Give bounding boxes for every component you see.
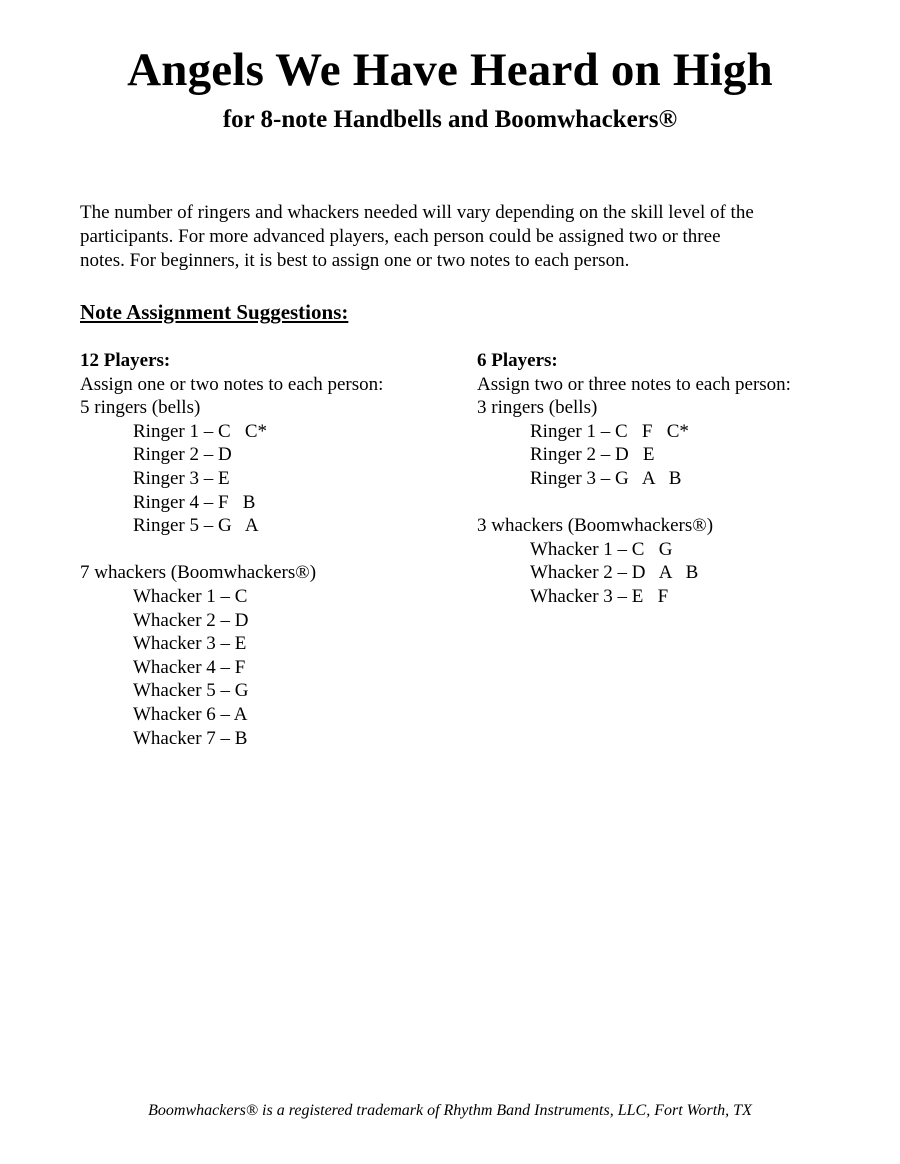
whacker-assignment: Whacker 4 – F (133, 656, 246, 678)
ringer-assignment: Ringer 2 – D E (530, 444, 655, 466)
whacker-assignment: Whacker 7 – B (133, 727, 248, 749)
page-title: Angels We Have Heard on High (127, 44, 773, 96)
whacker-assignment: Whacker 3 – E (133, 633, 247, 655)
whacker-assignment: Whacker 5 – G (133, 680, 249, 702)
trademark-footer: Boomwhackers® is a registered trademark of Rhythm Band Instruments, LLC, Fort Worth, TX (148, 1102, 752, 1119)
ringer-assignment: Ringer 3 – G A B (530, 467, 682, 489)
intro-line: The number of ringers and whackers needed will vary depending on the skill level of the (80, 202, 754, 223)
column-instruction: Assign one or two notes to each person: (80, 373, 384, 395)
column-heading: 12 Players: (80, 350, 171, 371)
whacker-assignment: Whacker 1 – C (133, 585, 248, 607)
column-instruction: Assign two or three notes to each person: (477, 373, 791, 395)
spacer (477, 491, 877, 515)
section-heading: Note Assignment Suggestions: (80, 300, 349, 324)
ringer-assignment: Ringer 2 – D (133, 444, 232, 466)
ringer-assignment: Ringer 4 – F B (133, 491, 256, 513)
whacker-assignment: Whacker 2 – D (133, 609, 249, 631)
column-heading: 6 Players: (477, 350, 558, 371)
whackers-label: 7 whackers (Boomwhackers®) (80, 562, 317, 584)
intro-line: notes. For beginners, it is best to assign one or two notes to each person. (80, 250, 630, 271)
six-players-column (477, 349, 877, 609)
twelve-players-column (80, 349, 470, 750)
ringers-label: 5 ringers (bells) (80, 397, 201, 419)
whacker-assignment: Whacker 1 – C G (530, 538, 673, 560)
ringer-assignment: Ringer 3 – E (133, 467, 230, 489)
spacer (80, 538, 470, 562)
ringer-assignment: Ringer 5 – G A (133, 515, 259, 537)
intro-paragraph (80, 201, 820, 273)
page-subtitle: for 8-note Handbells and Boomwhackers® (222, 106, 678, 133)
ringers-label: 3 ringers (bells) (477, 397, 598, 419)
ringer-assignment: Ringer 1 – C C* (133, 420, 268, 442)
whacker-assignment: Whacker 6 – A (133, 703, 248, 725)
intro-line: participants. For more advanced players, each person could be assigned two or three (80, 226, 721, 247)
whacker-assignment: Whacker 3 – E F (530, 585, 669, 607)
whackers-label: 3 whackers (Boomwhackers®) (477, 515, 714, 537)
ringer-assignment: Ringer 1 – C F C* (530, 420, 689, 442)
whacker-assignment: Whacker 2 – D A B (530, 562, 699, 584)
